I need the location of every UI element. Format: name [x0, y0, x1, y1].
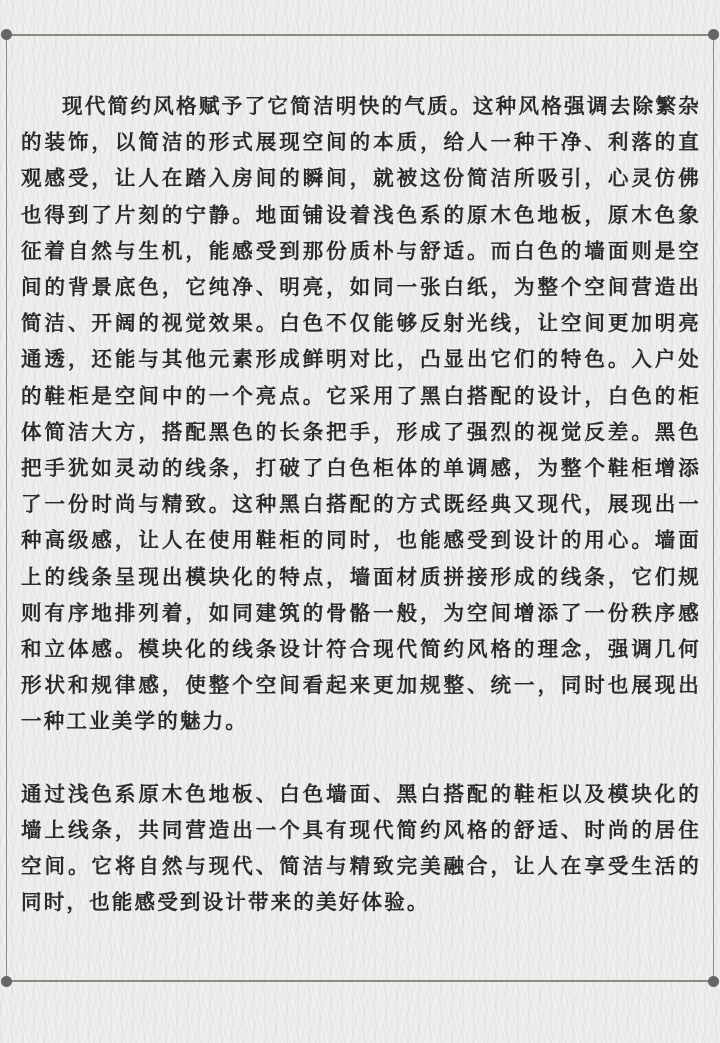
paragraph-summary: 通过浅色系原木色地板、白色墙面、黑白搭配的鞋柜以及模块化的墙上线条，共同营造出一个具有现代简约风格的舒适、时尚的居住空间。它将自然与现代、简洁与精致完美融合，让人在享受生活的同时，也能感受到设计带来的美好体验。	[21, 781, 701, 915]
corner-dot-icon	[1, 29, 12, 40]
corner-dot-icon	[708, 976, 719, 987]
corner-dot-icon	[1, 976, 12, 987]
article-body	[21, 88, 701, 920]
corner-dot-icon	[708, 29, 719, 40]
paragraph-design-description: 现代简约风格赋予了它简洁明快的气质。这种风格强调去除繁杂的装饰，以简洁的形式展现空间的本质，给人一种干净、利落的直观感受，让人在踏入房间的瞬间，就被这份简洁所吸引，心灵仿佛也得到了片刻的宁静。地面铺设着浅色系的原木色地板，原木色象征着自然与生机，能感受到那份质朴与舒适。而白色的墙面则是空间的背景底色，它纯净、明亮，如同一张白纸，为整个空间营造出简洁、开阔的视觉效果。白色不仅能够反射光线，让空间更加明亮通透，还能与其他元素形成鲜明对比，凸显出它们的特色。入户处的鞋柜是空间中的一个亮点。它采用了黑白搭配的设计，白色的柜体简洁大方，搭配黑色的长条把手，形成了强烈的视觉反差。黑色把手犹如灵动的线条，打破了白色柜体的单调感，为整个鞋柜增添了一份时尚与精致。这种黑白搭配的方式既经典又现代，展现出一种高级感，让人在使用鞋柜的同时，也能感受到设计的用心。墙面上的线条呈现出模块化的特点，墙面材质拼接形成的线条，它们规则有序地排列着，如同建筑的骨骼一般，为空间增添了一份秩序感和立体感。模块化的线条设计符合现代简约风格的理念，强调几何形状和规律感，使整个空间看起来更加规整、统一，同时也展现出一种工业美学的魅力。	[21, 94, 701, 734]
